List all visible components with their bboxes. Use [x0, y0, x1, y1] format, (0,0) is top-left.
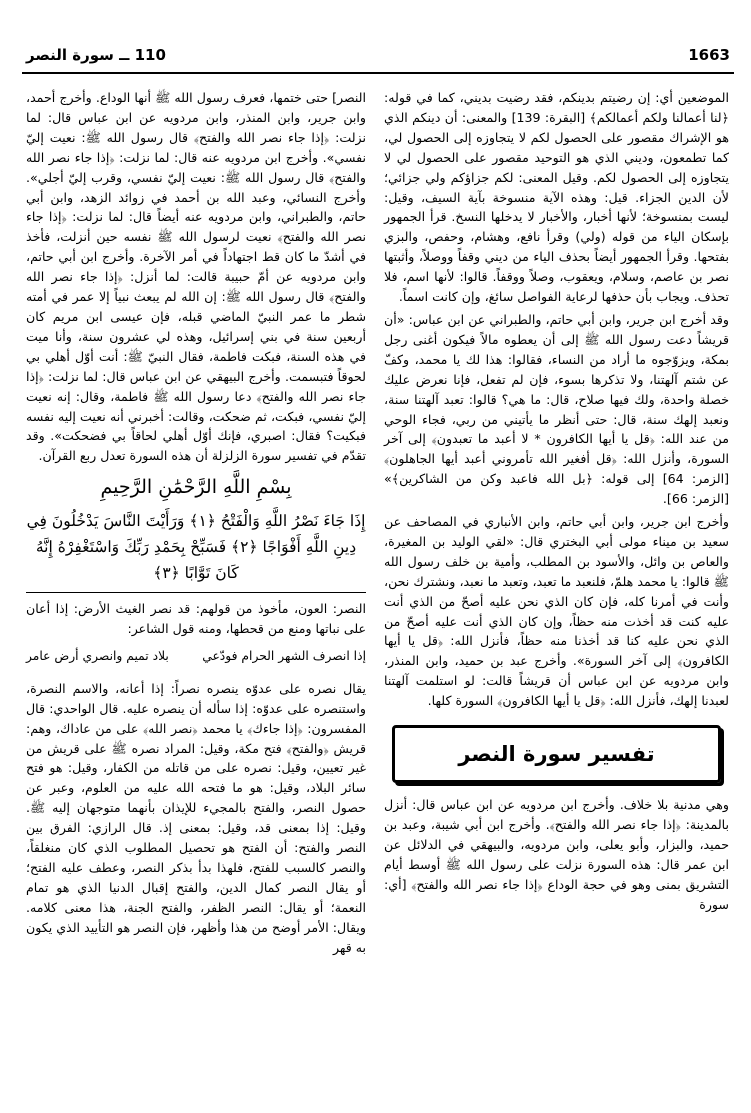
basmala: بِسْمِ اللَّهِ الرَّحْمَٰنِ الرَّحِيمِ: [100, 476, 292, 499]
paragraph: النصر: العون، مأخوذ من قولهم: قد نصر الغيث الأرض: إذا أعان على نباتها ومنع من قحطها، ومنه قول الشاعر:: [26, 601, 366, 637]
paragraph: النصر] حتى ختمها، فعرف رسول الله ﷺ أنها الوداع. وأخرج أحمد، وابن جرير، وابن المنذر، وابن مردويه عن ابن عباس قال: لما نزلت: ﴿إذا جاء نصر الله والفتح﴾ قال رسول الله ﷺ: نعيت إليّ نفسي». وأخرج ابن مردويه عنه قال: لما نزلت: ﴿إذا جاء نصر الله والفتح﴾ قال رسول الله ﷺ: نعيت إليّ نفسي، وقرب إليّ أجلي». وأخرج النسائي، وعبد الله بن أحمد في زوائد الزهد، وابن أبي حاتم، والطبراني، وابن مردويه عنه أيضاً قال: لما نزلت: ﴿إذا جاء نصر الله والفتح﴾ نعيت لرسول الله ﷺ نفسه حين أنزلت، فأخذ في أشدّ ما كان قط اجتهاداً في أمر الآخرة. وأخرج ابن أبي حاتم، وابن مردويه عن أمّ حبيبة قالت: لما أنزل: ﴿إذا جاء نصر الله والفتح﴾ قال رسول الله ﷺ: إن الله لم يبعث نبياً إلا عمر في أمته شطر ما عمر النبيّ الماضي قبله، فإن عيسى ابن مريم كان أربعين سنة في بني إسرائيل، وهذه لي عشرون سنة، وأنا ميت في هذه السنة، فبكت فاطمة، فقال النبيّ ﷺ: أنت أوّل أهلي بي لحوقاً فتبسمت. وأخرج البيهقي عن ابن عباس قال: لما نزلت: ﴿إذا جاء نصر الله والفتح﴾ دعا رسول الله ﷺ فاطمة، وقال: إنه نعيت إليّ نفسي، فبكت، ثم ضحكت، وقالت: أخبرني أنه نعيت إليه نفسه فبكيت؟ فقال: اصبري، فإنك أوّل أهلي لحاقاً بي فضحكت». وقد تقدّم في تفسير سورة الزلزلة أن هذه السورة تعدل ربع القرآن.: [26, 90, 366, 464]
section-title: تفسير سورة النصر: [392, 725, 721, 783]
paragraph: وأخرج ابن جرير، وابن أبي حاتم، وابن الأنباري في المصاحف عن سعيد بن ميناء مولى أبي البختري قال: «لقي الوليد بن المغيرة، والعاص بن وائل، والأسود بن المطلب، وأمية بن خلف رسول الله ﷺ قالوا: يا محمد هلمّ، فلنعبد ما تعبد، وتعبد ما نعبد، ونشترك نحن، وأنت في أمرنا كله، فإن كان الذي نحن عليه أصحّ من الذي أنت عليه كنت قد أخذت منه حظاً، وإن كان الذي أنت عليه أصحّ من الذي نحن عليه كنا قد أخذنا منه حظاً، فأنزل الله: ﴿قل يا أيها الكافرون﴾ إلى آخر السورة». وأخرج عبد بن حميد، وابن المنذر، وابن مردويه عن ابن عباس أن قريشاً قالت: لو استلمت آلهتنا لعبدنا إلهك، فأنزل الله: ﴿قل يا أيها الكافرون﴾ السورة كلها.: [384, 514, 729, 709]
surah-label: 110 ــ سورة النصر: [26, 46, 166, 64]
left-column: [26, 88, 366, 961]
paragraph: وهي مدنية بلا خلاف. وأخرج ابن مردويه عن ابن عباس قال: أنزل بالمدينة: ﴿إذا جاء نصر الله والفتح﴾. وأخرج ابن أبي شيبة، وعبد بن حميد، والبزار، وأبو يعلى، وابن مردويه، والبيهقي في الدلائل عن ابن عمر قال: هذه السورة نزلت على رسول الله ﷺ أوسط أيام التشريق بمنى وهو في حجة الوداع ﴿إذا جاء نصر الله والفتح﴾ [أي: سورة: [384, 797, 729, 912]
page-number: 1663: [688, 46, 730, 64]
paragraph: يقال نصره على عدوّه ينصره نصراً: إذا أعانه، والاسم النصرة، واستنصره على عدوّه: إذا سأله أن ينصره عليه. قال الواحدي: قال المفسرون: ﴿إذا جاءك﴾ يا محمد ﴿نصر الله﴾ على من عاداك، وهم: قريش ﴿والفتح﴾ فتح مكة، وقيل: المراد نصره ﷺ على قريش من غير تعيين، وقيل: نصره على من قاتله من الكفار، وقيل: هو فتح سائر البلاد، وقيل: هو ما فتحه الله عليه من العلوم، وعبر عن حصول النصر، والفتح بالمجيء للإيذان بأنهما متوجهان إليه ﷺ. وقيل: إذا بمعنى قد، وقيل: بمعنى إذ. قال الرازي: الفرق بين النصر والفتح: أن الفتح هو تحصيل المطلوب الذي كان منغلقاً، والنصر كالسبب للفتح، فلهذا بدأ بذكر النصر، وعطف عليه الفتح؛ أو يقال النصر كمال الدين، والفتح إقبال الدنيا الذي هو تمام النعمة؛ أو يقال: النصر الظفر، والفتح الجنة، هذا معنى كلامه. ويقال: الأمر أوضح من هذا وأظهر، فإن النصر هو التأييد الذي يكون به قهر: [26, 680, 366, 955]
paragraph: وقد أخرج ابن جرير، وابن أبي حاتم، والطبراني عن ابن عباس: «أن قريشاً دعت رسول الله ﷺ إلى أن يعطوه مالاً فيكون أغنى رجل بمكة، ويزوّجوه ما أراد من النساء، فقالوا: هذا لك يا محمد، وكفّ عن شتم آلهتنا، ولا تذكرها بسوء، فإن لم تفعل، فإنا نعرض عليك خصلة واحدة، ولك فيها صلاح، قال: ما هي؟ قالوا: تعبد آلهتنا سنة، ونعبد إلهك سنة، قال: حتى أنظر ما يأتيني من ربي، فجاء الوحي من عند الله: ﴿قل يا أيها الكافرون * لا أعبد ما تعبدون﴾ إلى آخر السورة، وأنزل الله: ﴿قل أفغير الله تأمروني أعبد أيها الجاهلون﴾ [الزمر: 64] إلى قوله: ﴿بل الله فاعبد وكن من الشاكرين﴾» [الزمر: 66].: [384, 311, 729, 507]
poem-hemistich-right: إذا انصرف الشهر الحرام فودّعي: [202, 648, 366, 663]
quran-verse: إِذَا جَاءَ نَصْرُ اللَّهِ وَالْفَتْحُ ﴿١﴾ وَرَأَيْتَ النَّاسَ يَدْخُلُونَ فِي دِينِ اللَّهِ أَفْوَاجًا ﴿٢﴾ فَسَبِّحْ بِحَمْدِ رَبِّكَ وَاسْتَغْفِرْهُ إِنَّهُ كَانَ تَوَّابًا ﴿٣﴾: [26, 508, 366, 593]
page-header: [22, 38, 734, 74]
right-column: [384, 88, 729, 918]
poem-hemistich-left: بلاد تميم وانصري أرض عامر: [26, 648, 169, 663]
paragraph: الموضعين أي: إن رضيتم بدينكم، فقد رضيت بديني، كما في قوله: ﴿لنا أعمالنا ولكم أعمالكم﴾ [البقرة: 139] والمعنى: أن دينكم الذي هو الإشراك مقصور على الحصول لكم لا يتجاوزه إلى الحصول لي، كما تطمعون، وديني الذي هو التوحيد مقصور على الحصول لي لا يتجاوزه إلى الحصول لكم. وقيل المعنى: لكم جزاؤكم ولي جزائي؛ لأن الدين الجزاء. قيل: وهذه الآية منسوخة بآية السيف، وقيل: ليست بمنسوخة؛ لأنها أخبار، والأخبار لا يدخلها النسخ. قرأ الجمهور بإسكان الياء من قوله (ولي) وقرأ نافع، وهشام، وحفص، والبزي بفتحها. وقرأ الجمهور أيضاً بحذف الياء من ديني وقفاً ووصلاً، وأثبتها نصر بن عاصم، وسلام، ويعقوب، وصلاً ووقفاً. قالوا: لأنها اسم، فلا تحذف. ويجاب بأن حذفها لرعاية الفواصل سائغ، وإن كانت اسماً.: [384, 90, 729, 305]
poem-line: [26, 647, 366, 667]
